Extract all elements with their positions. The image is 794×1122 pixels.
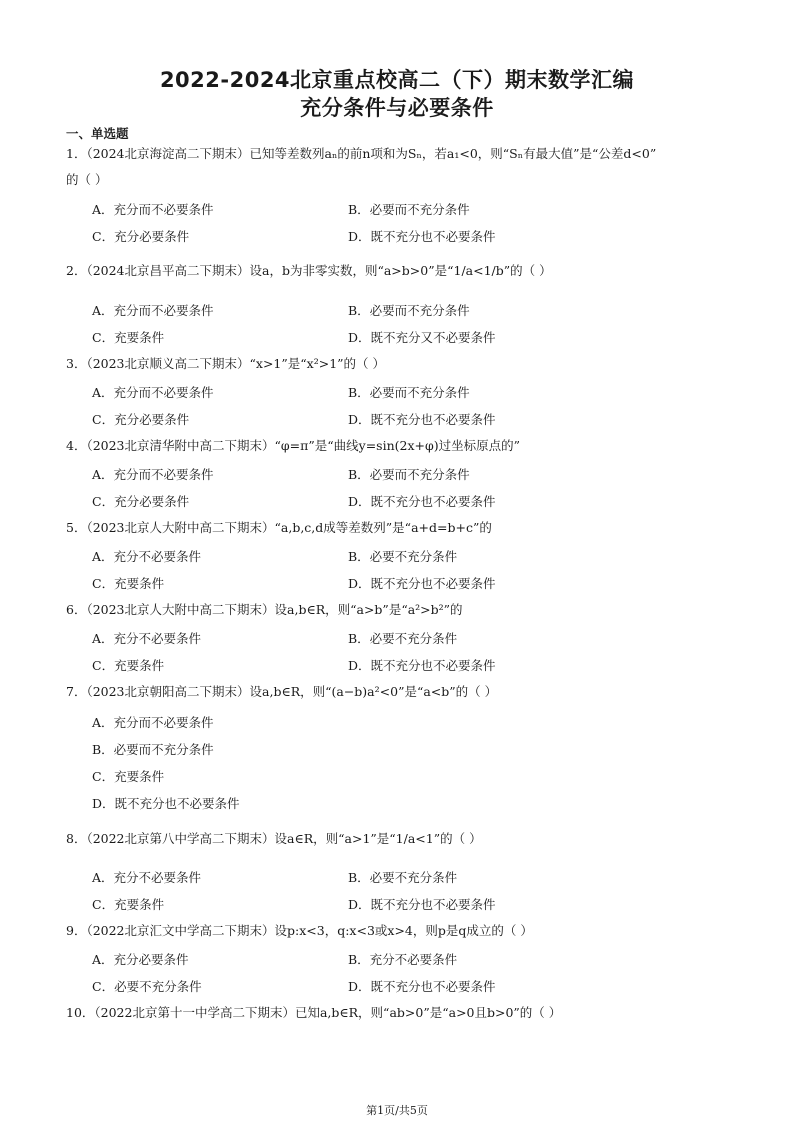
question-8	[66, 830, 736, 848]
option-d[interactable]: D．既不充分也不必要条件	[348, 494, 496, 509]
question-number: 5．	[66, 520, 87, 535]
question-text: （2023北京清华附中高二下期末）“φ=π”是“曲线y=sin(2x+φ)过坐标原点的”	[86, 438, 520, 453]
question-number: 2．	[66, 263, 87, 278]
option-c[interactable]: C．充要条件	[92, 658, 165, 673]
option-b[interactable]: B．充分不必要条件	[348, 952, 458, 967]
option-d[interactable]: D．既不充分也不必要条件	[348, 979, 496, 994]
question-2	[66, 262, 736, 280]
question-number: 9．	[66, 923, 87, 938]
document-subtitle: 充分条件与必要条件	[300, 96, 494, 120]
question-1-continuation: 的（ ）	[66, 172, 108, 187]
option-d[interactable]: D．既不充分也不必要条件	[348, 658, 496, 673]
question-number: 4．	[66, 438, 87, 453]
option-c[interactable]: C．充要条件	[92, 576, 165, 591]
option-b[interactable]: B．必要而不充分条件	[348, 202, 470, 217]
option-c[interactable]: C．充分必要条件	[92, 412, 190, 427]
option-d[interactable]: D．既不充分又不必要条件	[348, 330, 496, 345]
question-9	[66, 922, 736, 940]
question-5	[66, 519, 736, 537]
option-b[interactable]: B．必要而不充分条件	[348, 303, 470, 318]
option-c[interactable]: C．充要条件	[92, 330, 165, 345]
question-number: 1．	[66, 146, 87, 161]
question-3	[66, 355, 736, 373]
question-number: 10．	[66, 1005, 95, 1020]
page-footer: 第1页/共5页	[366, 1104, 428, 1117]
option-b[interactable]: B．必要而不充分条件	[348, 385, 470, 400]
option-b[interactable]: B．必要不充分条件	[348, 870, 458, 885]
document-title: 2022-2024北京重点校高二（下）期末数学汇编	[159, 68, 635, 92]
option-d[interactable]: D．既不充分也不必要条件	[92, 796, 240, 811]
question-text: （2023北京朝阳高二下期末）设a,b∈R，则“(a−b)a²<0”是“a<b”的（ ）	[86, 684, 498, 699]
question-10	[66, 1004, 736, 1022]
section-heading: 一、单选题	[66, 126, 129, 141]
question-text: （2024北京昌平高二下期末）设a，b为非零实数，则“a>b>0”是“1/a<1/b”的（ ）	[86, 263, 552, 278]
question-text: （2022北京第八中学高二下期末）设a∈R，则“a>1”是“1/a<1”的（ ）	[86, 831, 482, 846]
question-number: 8．	[66, 831, 87, 846]
option-a[interactable]: A．充分而不必要条件	[92, 385, 214, 400]
option-d[interactable]: D．既不充分也不必要条件	[348, 897, 496, 912]
question-6	[66, 601, 736, 619]
option-c[interactable]: C．充要条件	[92, 769, 165, 784]
option-d[interactable]: D．既不充分也不必要条件	[348, 412, 496, 427]
option-b[interactable]: B．必要不充分条件	[348, 631, 458, 646]
option-d[interactable]: D．既不充分也不必要条件	[348, 229, 496, 244]
option-c[interactable]: C．充分必要条件	[92, 494, 190, 509]
question-4	[66, 437, 736, 455]
question-number: 3．	[66, 356, 87, 371]
option-d[interactable]: D．既不充分也不必要条件	[348, 576, 496, 591]
option-a[interactable]: A．充分必要条件	[92, 952, 189, 967]
option-b[interactable]: B．必要不充分条件	[348, 549, 458, 564]
option-a[interactable]: A．充分而不必要条件	[92, 715, 214, 730]
question-text: （2022北京第十一中学高二下期末）已知a,b∈R，则“ab>0”是“a>0且b>0”的（ ）	[94, 1005, 562, 1020]
option-a[interactable]: A．充分不必要条件	[92, 631, 202, 646]
option-b[interactable]: B．必要而不充分条件	[348, 467, 470, 482]
option-c[interactable]: C．充要条件	[92, 897, 165, 912]
question-text: （2023北京顺义高二下期末）“x>1”是“x²>1”的（ ）	[86, 356, 386, 371]
option-c[interactable]: C．充分必要条件	[92, 229, 190, 244]
question-number: 6．	[66, 602, 87, 617]
option-a[interactable]: A．充分而不必要条件	[92, 303, 214, 318]
question-number: 7．	[66, 684, 87, 699]
question-text: （2023北京人大附中高二下期末）“a,b,c,d成等差数列”是“a+d=b+c”的	[86, 520, 492, 535]
question-text: （2024北京海淀高二下期末）已知等差数列aₙ的前n项和为Sₙ，若a₁<0，则“Sₙ有最大值”是“公差d<0”	[86, 146, 657, 161]
option-a[interactable]: A．充分不必要条件	[92, 549, 202, 564]
question-text: （2023北京人大附中高二下期末）设a,b∈R，则“a>b”是“a²>b²”的	[86, 602, 463, 617]
option-c[interactable]: C．必要不充分条件	[92, 979, 202, 994]
option-a[interactable]: A．充分而不必要条件	[92, 202, 214, 217]
question-1	[66, 145, 736, 163]
option-a[interactable]: A．充分而不必要条件	[92, 467, 214, 482]
option-a[interactable]: A．充分不必要条件	[92, 870, 202, 885]
option-b[interactable]: B．必要而不充分条件	[92, 742, 214, 757]
question-text: （2022北京汇文中学高二下期末）设p:x<3，q:x<3或x>4，则p是q成立的（ ）	[86, 923, 533, 938]
question-7	[66, 683, 736, 701]
